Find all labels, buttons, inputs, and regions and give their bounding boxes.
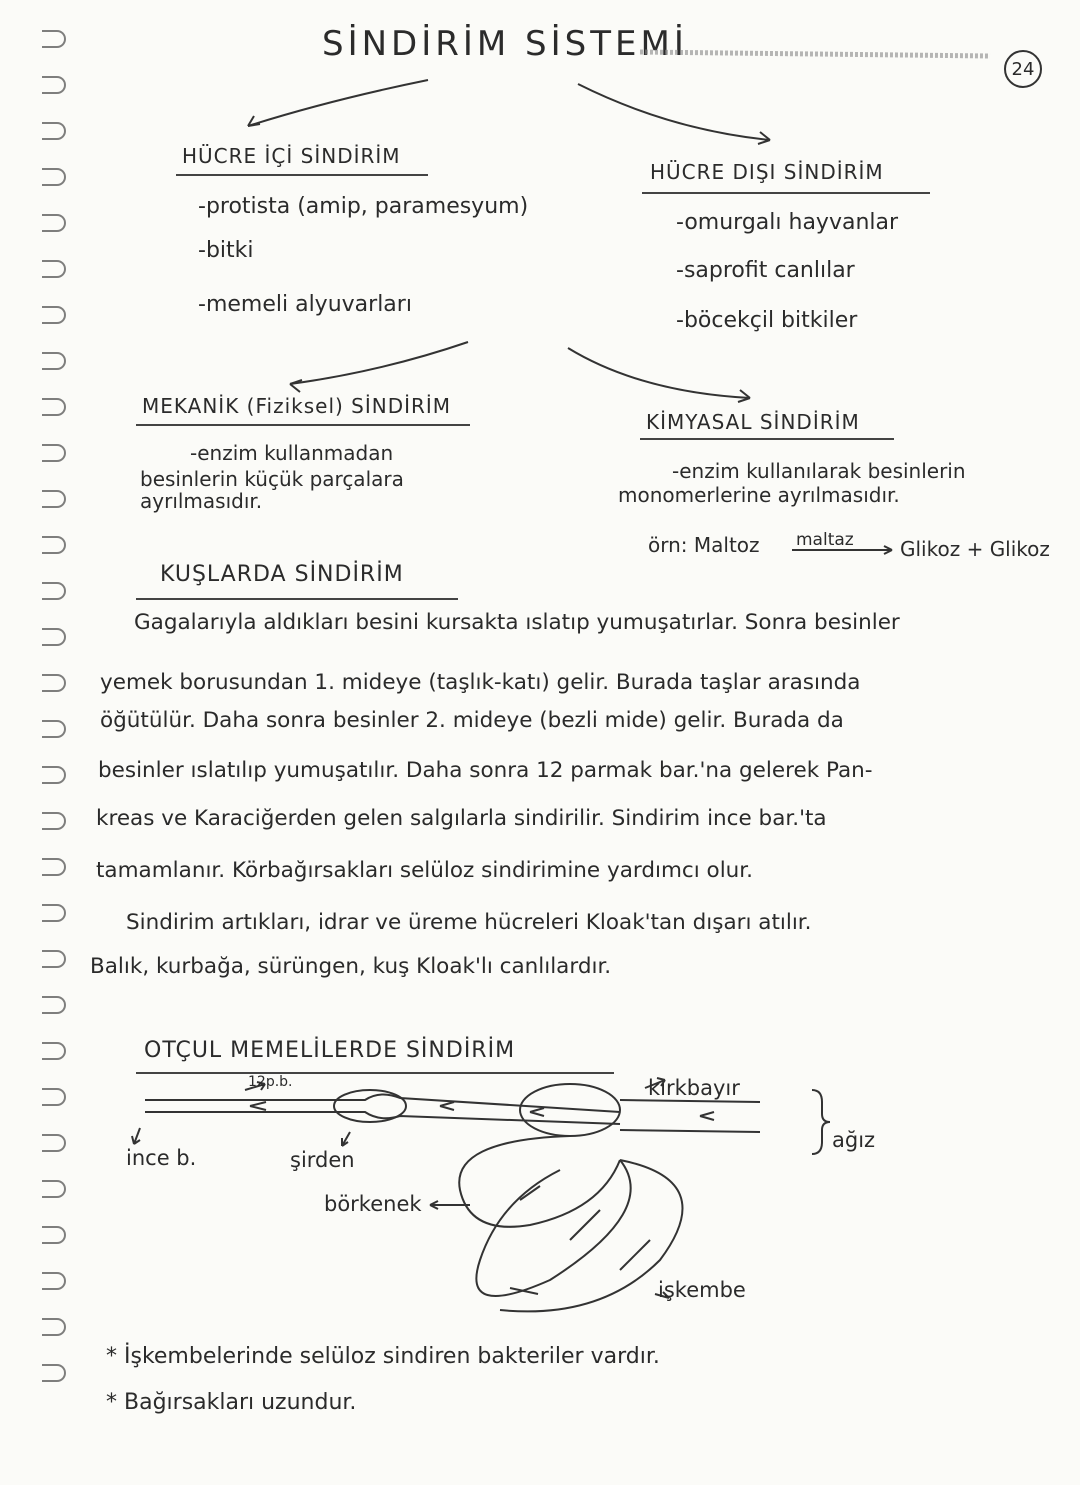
birds-heading: KUŞLARDA SİNDİRİM	[160, 562, 404, 587]
chemical-line: monomerlerine ayrılmasıdır.	[618, 483, 900, 507]
heading-underline	[176, 174, 428, 176]
mechanical-line: -enzim kullanmadan	[190, 441, 394, 465]
mechanical-heading: MEKANİK (Fiziksel) SİNDİRİM	[142, 394, 452, 418]
chemical-line: -enzim kullanılarak besinlerin	[672, 459, 966, 483]
ruminant-note: * İşkembelerinde selüloz sindiren bakteriler vardır.	[106, 1344, 660, 1369]
label-kirkbayir: kırkbayır	[648, 1076, 740, 1100]
label-mouth: ağız	[832, 1128, 876, 1152]
intracellular-item: -protista (amip, paramesyum)	[198, 194, 529, 219]
page-number: 24	[1004, 50, 1042, 88]
intracellular-item: -bitki	[198, 238, 254, 263]
extracellular-item: -böcekçil bitkiler	[676, 308, 858, 333]
chemical-example-result: Glikoz + Glikoz	[900, 537, 1050, 561]
page-title: SİNDİRİM SİSTEMİ	[322, 24, 688, 64]
enzyme-label: maltaz	[796, 530, 854, 550]
ruminant-note: * Bağırsakları uzundur.	[106, 1390, 357, 1415]
intracellular-item: -memeli alyuvarları	[198, 292, 412, 317]
heading-underline	[136, 598, 458, 600]
extracellular-heading: HÜCRE DIŞI SİNDİRİM	[650, 160, 884, 184]
paragraph-line: tamamlanır. Körbağırsakları selüloz sindirimine yardımcı olur.	[96, 858, 753, 883]
label-small-intestine: ince b.	[126, 1146, 197, 1170]
paragraph-line: besinler ıslatılıp yumuşatılır. Daha sonra 12 parmak bar.'na gelerek Pan-	[98, 758, 873, 783]
paragraph-line: Balık, kurbağa, sürüngen, kuş Kloak'lı canlılardır.	[90, 954, 612, 979]
chemical-heading: KİMYASAL SİNDİRİM	[646, 410, 860, 434]
ruminant-stomach-diagram	[100, 1060, 900, 1340]
extracellular-item: -saprofit canlılar	[676, 258, 855, 283]
heading-underline	[640, 438, 894, 440]
extracellular-item: -omurgalı hayvanlar	[676, 210, 899, 235]
chemical-example: örn: Maltoz	[648, 533, 760, 557]
paragraph-line: Gagalarıyla aldıkları besini kursakta ıslatıp yumuşatırlar. Sonra besinler	[134, 610, 900, 635]
paragraph-line: yemek borusundan 1. mideye (taşlık-katı) gelir. Burada taşlar arasında	[100, 670, 861, 695]
paragraph-line: Sindirim artıkları, idrar ve üreme hücreleri Kloak'tan dışarı atılır.	[126, 910, 812, 935]
mechanical-line: besinlerin küçük parçalara	[140, 467, 404, 491]
label-reticulum: börkenek	[324, 1192, 422, 1216]
paragraph-line: kreas ve Karaciğerden gelen salgılarla sindirilir. Sindirim ince bar.'ta	[96, 806, 827, 831]
heading-underline	[136, 424, 470, 426]
mechanical-line: ayrılmasıdır.	[140, 489, 263, 513]
intracellular-heading: HÜCRE İÇİ SİNDİRİM	[182, 144, 401, 168]
label-duodenum: 12p.b.	[248, 1074, 293, 1090]
paragraph-line: öğütülür. Daha sonra besinler 2. mideye (bezli mide) gelir. Burada da	[100, 708, 844, 733]
ruminants-heading: OTÇUL MEMELİLERDE SİNDİRİM	[144, 1038, 516, 1063]
heading-underline	[642, 192, 930, 194]
label-abomasum: şirden	[290, 1148, 355, 1172]
label-rumen: işkembe	[658, 1278, 746, 1302]
